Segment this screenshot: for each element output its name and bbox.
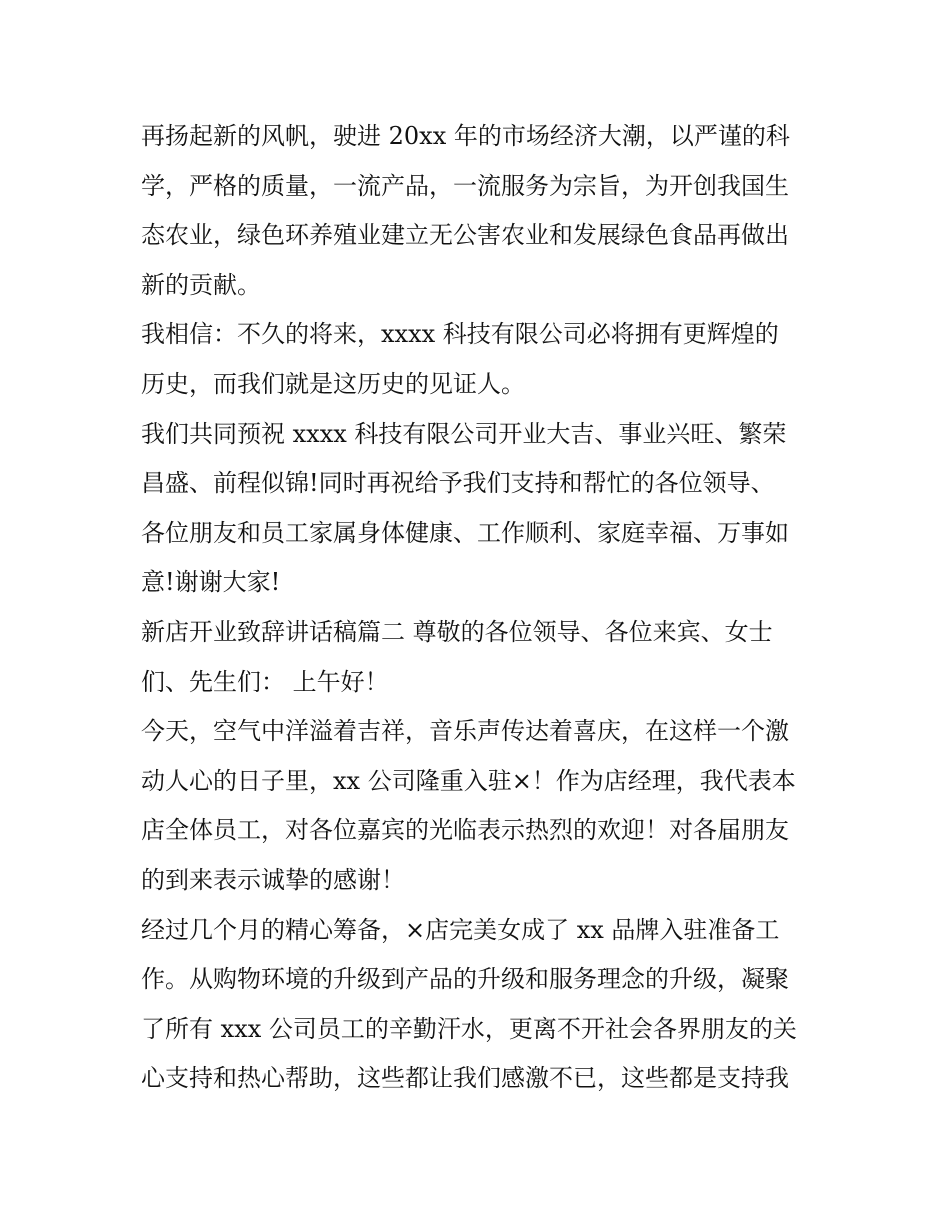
text-line: 学，严格的质量，一流产品，一流服务为宗旨，为开创我国生 — [141, 171, 789, 200]
text-line: 心支持和热心帮助，这些都让我们感激不已，这些都是支持我 — [141, 1064, 789, 1093]
text-line: 今天，空气中洋溢着吉祥，音乐声传达着喜庆，在这样一个激 — [141, 717, 789, 746]
text-line: 意!谢谢大家! — [141, 568, 281, 597]
paragraph — [141, 608, 817, 707]
paragraph — [141, 310, 817, 409]
text-line: 作。从购物环境的升级到产品的升级和服务理念的升级，凝聚 — [141, 965, 789, 994]
paragraph — [141, 410, 817, 608]
text-line: 了所有 xxx 公司员工的辛勤汗水，更离不开社会各界朋友的关 — [141, 1014, 797, 1043]
paragraph — [141, 707, 817, 905]
text-line: 再扬起新的风帆，驶进 20xx 年的市场经济大潮，以严谨的科 — [141, 122, 790, 150]
text-line: 我们共同预祝 xxxx 科技有限公司开业大吉、事业兴旺、繁荣 — [141, 419, 787, 448]
text-line: 动人心的日子里，xx 公司隆重入驻×！作为店经理，我代表本 — [141, 766, 796, 795]
document-body — [141, 112, 817, 1104]
text-line: 们、先生们： 上午好！ — [141, 667, 389, 696]
text-line: 新店开业致辞讲话稿篇二 尊敬的各位领导、各位来宾、女士 — [141, 617, 773, 646]
paragraph — [141, 906, 817, 1104]
text-line: 昌盛、前程似锦!同时再祝给予我们支持和帮忙的各位领导、 — [141, 469, 775, 498]
text-line: 店全体员工，对各位嘉宾的光临表示热烈的欢迎！对各届朋友 — [141, 816, 789, 845]
text-line: 的到来表示诚挚的感谢！ — [141, 865, 405, 894]
text-line: 新的贡献。 — [141, 270, 261, 299]
text-line: 历史，而我们就是这历史的见证人。 — [141, 369, 525, 398]
text-line: 我相信：不久的将来，xxxx 科技有限公司必将拥有更辉煌的 — [141, 320, 779, 349]
text-line: 经过几个月的精心筹备，×店完美女成了 xx 品牌入驻准备工 — [141, 915, 780, 944]
paragraph — [141, 112, 817, 310]
text-line: 各位朋友和员工家属身体健康、工作顺利、家庭幸福、万事如 — [141, 518, 789, 547]
text-line: 态农业，绿色环养殖业建立无公害农业和发展绿色食品再做出 — [141, 221, 789, 250]
